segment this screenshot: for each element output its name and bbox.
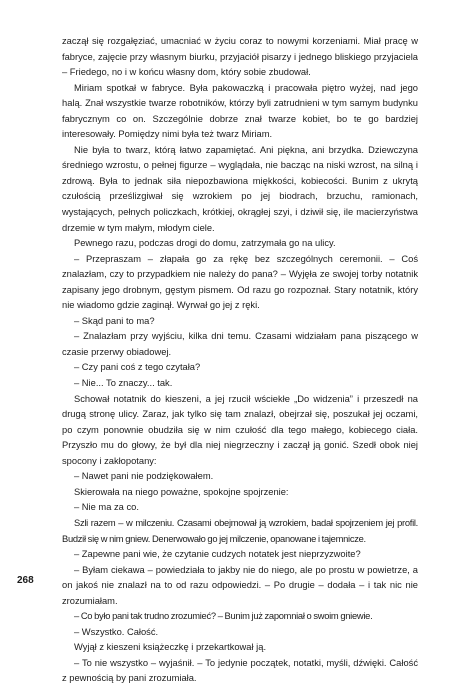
dialogue-line: – Zapewne pani wie, że czytanie cudzych notatek jest nieprzyzwoite? [74,549,361,560]
dialogue-line: – Wszystko. Całość. [74,626,159,637]
dialogue-line: – Co było pani tak trudno zrozumieć? – Bunim już zapomniał o swoim gniewie. [74,611,373,622]
body-text [62,34,418,687]
paragraph: Pewnego razu, podczas drogi do domu, zatrzymała go na ulicy. [74,238,336,249]
dialogue-line: – Nie ma za co. [74,502,139,513]
dialogue-line: – Nie... To znaczy... tak. [74,378,173,389]
dialogue-line: – To nie wszystko – wyjaśnił. – To jedynie początek, notatki, myśli, dźwięki. Całość z pewnością by pani zrozumiała. [62,657,418,684]
dialogue-line: – Czy pani coś z tego czytała? [74,362,201,373]
paragraph: Skierowała na niego poważne, spokojne spojrzenie: [74,486,289,497]
paragraph: Szli razem – w milczeniu. Czasami obejmował ją wzrokiem, badał spojrzeniem jej profil. Budził się w nim gniew. Denerwowało go jej milczenie, opanowane i tajemnicze. [62,517,418,544]
page-number: 268 [17,575,34,586]
paragraph: Wyjął z kieszeni książeczkę i przekartkował ją. [74,642,267,653]
dialogue-line: – Przepraszam – złapała go za rękę bez szczególnych ceremonii. – Coś znalazłam, czy to przypadkiem nie należy do pana? – Wyjęła ze swojej torby notatnik zapisany jego drobnym, gęstym pismem. Od razu go rozpoznał. Stary notatnik, który nie wiadomo gdzie zaginął. Wyrwał go jej z ręki. [62,253,418,311]
paragraph: Nie była to twarz, którą łatwo zapamiętać. Ani piękna, ani brzydka. Dziewczyna średniego wzrostu, o pełnej figurze – wyglądała, nie bacząc na niski wzrost, na silną i zdrową. Była to jednak siła niepozbawiona miękkości, kobiecości. Bunim z ukrytą czułością prześlizgiwał się wzrokiem po jej biodrach, brzuchu, ramionach, wystających, pełnych policzkach, krótkiej, okrągłej szyi, i dziwił się, ile macierzyństwa drzemie w tym małym, młodym ciele. [62,144,418,233]
dialogue-line: – Znalazłam przy wyjściu, kilka dni temu. Czasami widziałam pana piszącego w czasie przerwy obiadowej. [62,331,418,357]
paragraph: zaczął się rozgałęziać, umacniać w życiu coraz to nowymi korzeniami. Miał pracę w fabryce, zajęcie przy własnym biurku, przyjaciół pisarzy i jednego bliskiego przyjaciela – Friedego, no i w końcu własny dom, który sobie zbudował. [62,36,418,78]
dialogue-line: – Skąd pani to ma? [74,315,155,326]
paragraph: Schował notatnik do kieszeni, a jej rzucił wściekłe „Do widzenia” i przeszedł na drugą stronę ulicy. Zaraz, jak tylko się tam znalazł, obejrzał się, poszukał jej oczami, po czym ponownie obudziła się w nim czułość dla tego małego, kobiecego ciała. Przyszło mu do głowy, że był dla niej niegrzeczny i zaczął ją gonić. Szedł obok niej spocony i zakłopotany: [62,393,418,466]
dialogue-line: – Nawet pani nie podziękowałem. [74,471,214,482]
paragraph: Miriam spotkał w fabryce. Była pakowaczką i pracowała piętro wyżej, nad jego halą. Znał wszystkie twarze robotników, którzy byli zatrudnieni w tym samym budynku fabrycznym co on. Szczególnie dobrze znał twarze kobiet, bo te go bardziej interesowały. Pomiędzy nimi była też twarz Miriam. [62,82,418,140]
dialogue-line: – Byłam ciekawa – powiedziała to jakby nie do niego, ale po prostu w powietrze, a on jakoś nie znalazł na to od razu odpowiedzi. – Po drugie – dodała – i tak nic nie zrozumiałam. [62,564,418,606]
